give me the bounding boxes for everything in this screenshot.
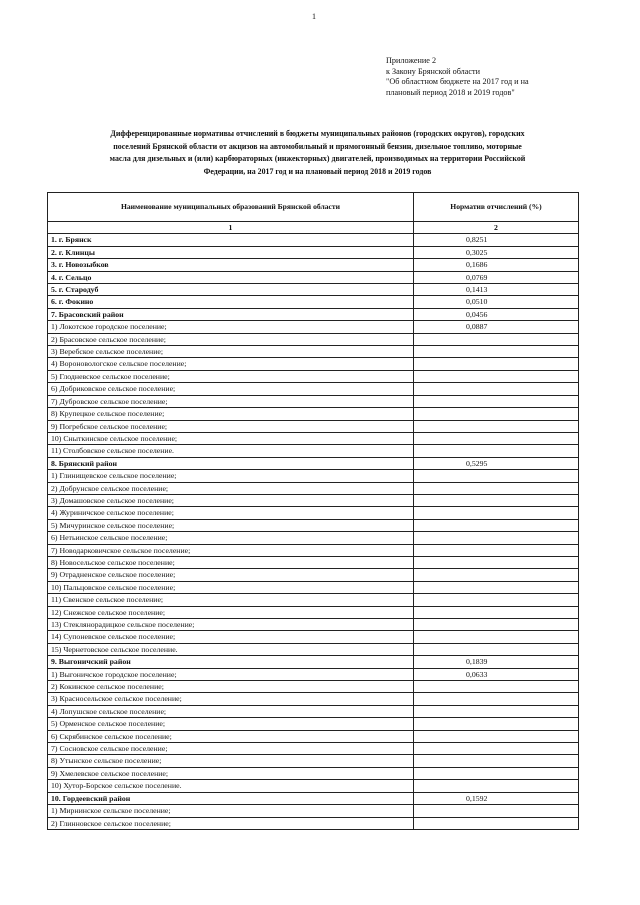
- title-line: поселений Брянской области от акцизов на автомобильный и прямогонный бензин, дизельное топливо, моторные: [113, 141, 522, 151]
- municipality-name: 10) Хутор-Борское сельское поселение.: [48, 780, 414, 792]
- norm-value: [414, 581, 579, 593]
- norm-value: [414, 743, 579, 755]
- table-row: [48, 792, 579, 804]
- norm-value: [414, 408, 579, 420]
- appendix-line: к Закону Брянской области: [386, 66, 480, 76]
- table-row: [48, 470, 579, 482]
- table-row: [48, 544, 579, 556]
- municipality-name: 3) Красносельское сельское поселение;: [48, 693, 414, 705]
- column-number: 2: [414, 222, 579, 234]
- norm-value: 0,1686: [414, 259, 579, 271]
- table-row: [48, 730, 579, 742]
- norm-value: [414, 494, 579, 506]
- table-row: [48, 457, 579, 469]
- norm-value: [414, 333, 579, 345]
- norm-value: [414, 767, 579, 779]
- norm-value: [414, 445, 579, 457]
- norm-value: [414, 395, 579, 407]
- table-row: [48, 718, 579, 730]
- municipality-name: 1) Выгоничское городское поселение;: [48, 668, 414, 680]
- municipality-name: 11) Столбовское сельское поселение.: [48, 445, 414, 457]
- table-row: [48, 581, 579, 593]
- municipality-name: 7) Сосновское сельское поселение;: [48, 743, 414, 755]
- norm-value: 0,1592: [414, 792, 579, 804]
- norm-value: [414, 606, 579, 618]
- municipality-name: 6. г. Фокино: [48, 296, 414, 308]
- norm-value: 0,0510: [414, 296, 579, 308]
- table-row: [48, 805, 579, 817]
- table-row: [48, 767, 579, 779]
- table-row: [48, 395, 579, 407]
- norm-value: [414, 370, 579, 382]
- municipality-name: 8) Новосельское сельское поселение;: [48, 556, 414, 568]
- municipality-name: 9) Погребское сельское поселение;: [48, 420, 414, 432]
- municipality-name: 12) Снежское сельское поселение;: [48, 606, 414, 618]
- norm-value: [414, 507, 579, 519]
- table-row: [48, 383, 579, 395]
- column-header-municipality: Наименование муниципальных образований Брянской области: [48, 193, 414, 222]
- municipality-name: 4) Вороновологское сельское поселение;: [48, 358, 414, 370]
- appendix-line: плановый период 2018 и 2019 годов": [386, 87, 515, 97]
- table-row: [48, 755, 579, 767]
- norms-table: [47, 192, 579, 830]
- municipality-name: 7. Брасовский район: [48, 308, 414, 320]
- municipality-name: 10. Гордеевский район: [48, 792, 414, 804]
- municipality-name: 2. г. Клинцы: [48, 246, 414, 258]
- table-row: [48, 308, 579, 320]
- table-row: [48, 370, 579, 382]
- municipality-name: 4. г. Сельцо: [48, 271, 414, 283]
- table-row: [48, 333, 579, 345]
- table-row: [48, 594, 579, 606]
- table-row: [48, 507, 579, 519]
- norm-value: [414, 705, 579, 717]
- municipality-name: 9. Выгоничский район: [48, 656, 414, 668]
- norm-value: [414, 755, 579, 767]
- municipality-name: 10) Пальцовское сельское поселение;: [48, 581, 414, 593]
- municipality-name: 3) Веребское сельское поселение;: [48, 346, 414, 358]
- norm-value: [414, 730, 579, 742]
- norm-value: [414, 383, 579, 395]
- norm-value: 0,1413: [414, 284, 579, 296]
- municipality-name: 5) Орменское сельское поселение;: [48, 718, 414, 730]
- table-row: [48, 259, 579, 271]
- column-number: 1: [48, 222, 414, 234]
- table-row: [48, 643, 579, 655]
- norm-value: 0,0633: [414, 668, 579, 680]
- municipality-name: 8) Утынское сельское поселение;: [48, 755, 414, 767]
- municipality-name: 2) Глинновское сельское поселение;: [48, 817, 414, 829]
- norm-value: [414, 817, 579, 829]
- municipality-name: 13) Стеклянорадицкое сельское поселение;: [48, 619, 414, 631]
- municipality-name: 9) Хмелевское сельское поселение;: [48, 767, 414, 779]
- table-row: [48, 693, 579, 705]
- title-line: Дифференцированные нормативы отчислений в бюджеты муниципальных районов (городских округов), городских: [110, 129, 525, 138]
- norm-value: [414, 643, 579, 655]
- norm-value: [414, 544, 579, 556]
- norm-value: [414, 346, 579, 358]
- norm-value: [414, 780, 579, 792]
- appendix-note: [386, 56, 529, 98]
- norm-value: 0,1839: [414, 656, 579, 668]
- norm-value: [414, 519, 579, 531]
- page-number: 1: [312, 12, 316, 21]
- norm-value: [414, 631, 579, 643]
- municipality-name: 8) Крупецкое сельское поселение;: [48, 408, 414, 420]
- table-row: [48, 743, 579, 755]
- municipality-name: 14) Супоневское сельское поселение;: [48, 631, 414, 643]
- norm-value: 0,0769: [414, 271, 579, 283]
- norm-value: [414, 358, 579, 370]
- table-row: [48, 408, 579, 420]
- norm-value: [414, 420, 579, 432]
- municipality-name: 8. Брянский район: [48, 457, 414, 469]
- table-row: [48, 271, 579, 283]
- table-row: [48, 519, 579, 531]
- norm-value: [414, 805, 579, 817]
- table-row: [48, 556, 579, 568]
- table-row: [48, 817, 579, 829]
- norm-value: [414, 681, 579, 693]
- table-row: [48, 321, 579, 333]
- municipality-name: 11) Свенское сельское поселение;: [48, 594, 414, 606]
- table-row: [48, 246, 579, 258]
- norm-value: [414, 532, 579, 544]
- norm-value: [414, 432, 579, 444]
- appendix-line: Приложение 2: [386, 56, 437, 65]
- municipality-name: 4) Лопушское сельское поселение;: [48, 705, 414, 717]
- table-row: [48, 432, 579, 444]
- table-row: [48, 445, 579, 457]
- table-row: [48, 705, 579, 717]
- table-row: [48, 780, 579, 792]
- municipality-name: 9) Отрадненское сельское поселение;: [48, 569, 414, 581]
- table-row: [48, 681, 579, 693]
- table-row: [48, 346, 579, 358]
- municipality-name: 2) Брасовское сельское поселение;: [48, 333, 414, 345]
- municipality-name: 10) Сныткинское сельское поселение;: [48, 432, 414, 444]
- municipality-name: 1) Мирнинское сельское поселение;: [48, 805, 414, 817]
- municipality-name: 1) Локотское городское поселение;: [48, 321, 414, 333]
- table-row: [48, 656, 579, 668]
- norm-value: 0,0887: [414, 321, 579, 333]
- municipality-name: 4) Журиничское сельское поселение;: [48, 507, 414, 519]
- municipality-name: 2) Добрунское сельское поселение;: [48, 482, 414, 494]
- norm-value: 0,5295: [414, 457, 579, 469]
- table-row: [48, 296, 579, 308]
- table-row: [48, 631, 579, 643]
- table-row: [48, 619, 579, 631]
- norm-value: [414, 470, 579, 482]
- norm-value: [414, 718, 579, 730]
- column-number-row: [48, 222, 579, 234]
- norm-value: [414, 482, 579, 494]
- table-row: [48, 284, 579, 296]
- municipality-name: 6) Нетьинское сельское поселение;: [48, 532, 414, 544]
- table-row: [48, 358, 579, 370]
- table-row: [48, 606, 579, 618]
- title-line: масла для дизельных и (или) карбюраторных (инжекторных) двигателей, производимых на территории Российской: [109, 154, 526, 164]
- norm-value: 0,0456: [414, 308, 579, 320]
- column-header-norm: Норматив отчислений (%): [414, 193, 579, 222]
- municipality-name: 1. г. Брянск: [48, 234, 414, 246]
- table-row: [48, 234, 579, 246]
- norm-value: [414, 594, 579, 606]
- table-body: [48, 234, 579, 830]
- municipality-name: 7) Дубровское сельское поселение;: [48, 395, 414, 407]
- norm-value: [414, 569, 579, 581]
- municipality-name: 5. г. Стародуб: [48, 284, 414, 296]
- norm-value: [414, 556, 579, 568]
- document-title: [40, 128, 595, 178]
- norm-value: [414, 693, 579, 705]
- table-row: [48, 494, 579, 506]
- municipality-name: 1) Глинищевское сельское поселение;: [48, 470, 414, 482]
- table-row: [48, 482, 579, 494]
- table-row: [48, 569, 579, 581]
- appendix-line: "Об областном бюджете на 2017 год и на: [386, 77, 529, 86]
- table-row: [48, 532, 579, 544]
- table-row: [48, 420, 579, 432]
- table-header-row: [48, 193, 579, 222]
- municipality-name: 15) Чернетовское сельское поселение.: [48, 643, 414, 655]
- municipality-name: 5) Глодневское сельское поселение;: [48, 370, 414, 382]
- municipality-name: 2) Кокинское сельское поселение;: [48, 681, 414, 693]
- municipality-name: 5) Мичуринское сельское поселение;: [48, 519, 414, 531]
- municipality-name: 7) Новодарковичское сельское поселение;: [48, 544, 414, 556]
- municipality-name: 6) Скрябинское сельское поселение;: [48, 730, 414, 742]
- norm-value: [414, 619, 579, 631]
- municipality-name: 3. г. Новозыбков: [48, 259, 414, 271]
- municipality-name: 6) Добриковское сельское поселение;: [48, 383, 414, 395]
- municipality-name: 3) Домашовское сельское поселение;: [48, 494, 414, 506]
- title-line: Федерации, на 2017 год и на плановый период 2018 и 2019 годов: [203, 166, 432, 176]
- norm-value: 0,3025: [414, 246, 579, 258]
- table-row: [48, 668, 579, 680]
- norm-value: 0,8251: [414, 234, 579, 246]
